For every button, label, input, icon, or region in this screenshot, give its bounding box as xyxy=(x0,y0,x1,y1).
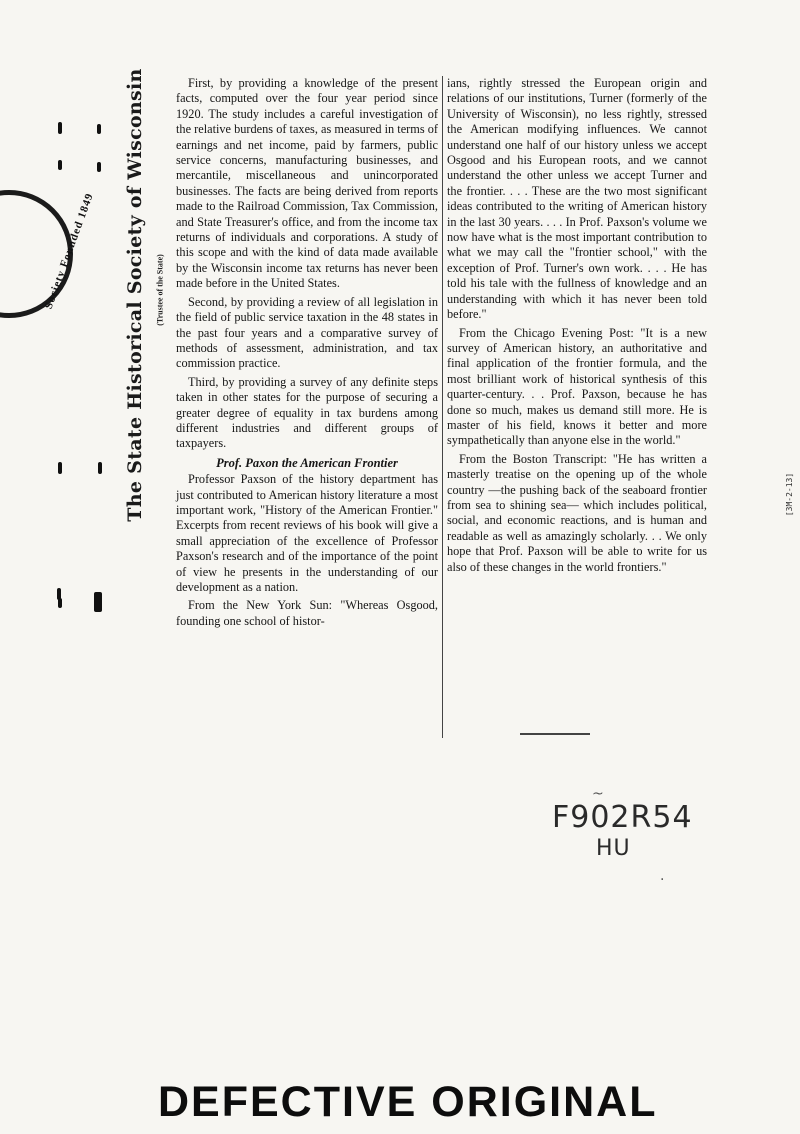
masthead-stamp xyxy=(110,68,160,522)
margin-mark xyxy=(58,598,62,608)
paragraph: ians, rightly stressed the European origin and relations of our institutions, Turner (formerly of the University of Wisconsin), no less rightly, stressed the American modifying influences. We cannot understand one half of our history unless we accept Osgood and his European roots, and we cannot understand the other unless we accept Turner and the frontier. . . . These are the two most significant ideas contributed to the writing of American history in the last 30 years. . . . In Prof. Paxson's volume we now have what is the most important contribution to what we may call the "frontier school," with the exception of Prof. Turner's own work. . . . He has told his tale with the fullness of knowledge and an understanding with which it has never been told before." xyxy=(447,76,707,322)
handwritten-call-number: F902R54 xyxy=(552,800,693,835)
paragraph: From the Boston Transcript: "He has written a masterly treatise on the opening up of the whole country —the pushing back of the seaboard frontier from sea to shining sea— which includes political, social, and economic reactions, and is human and readable as well as amazingly scholarly. . . We only hope that Prof. Paxson will be able to write for us also of these changes in the world frontiers." xyxy=(447,451,707,574)
margin-mark xyxy=(58,160,62,170)
paragraph: Second, by providing a review of all legislation in the field of public service taxation in the 48 states in the past four years and a comparative survey of methods of assessment, administration, and tax commission practice. xyxy=(176,294,438,371)
pen-mark: ~ xyxy=(592,786,604,802)
margin-mark xyxy=(97,162,101,172)
paragraph: From the New York Sun: "Whereas Osgood, founding one school of histor- xyxy=(176,598,438,628)
pen-mark: · xyxy=(660,872,665,888)
article-column-left xyxy=(176,76,443,738)
paragraph: From the Chicago Evening Post: "It is a new survey of American history, an authoritative and final application of the frontier formula, and the most brilliant work of historical synthesis of this quarter-century. . . Prof. Paxson, because he has done so much, makes us demand still more. He is master of his field, knows it better and more sympathetically than anyone else in the world." xyxy=(447,325,707,448)
end-rule xyxy=(520,733,590,735)
margin-mark xyxy=(58,122,62,134)
margin-mark xyxy=(98,462,102,474)
library-seal-text: Society Founded 1849 xyxy=(42,191,96,311)
article-column-right xyxy=(447,76,707,575)
paragraph: Professor Paxson of the history department has just contributed to American history literature a most important work, "History of the American Frontier." Excerpts from recent reviews of his book will give a small appreciation of the excellence of Professor Paxson's research and of the importance of the point of view he presents in the understanding of our development as a nation. xyxy=(176,472,438,594)
defective-original-label: DEFECTIVE ORIGINAL xyxy=(158,1078,658,1126)
margin-mark xyxy=(94,592,102,612)
paragraph: Third, by providing a survey of any definite steps taken in other states for the purpose of securing a greater degree of equality in tax burdens among different industries and different groups of taxpayers. xyxy=(176,374,438,451)
margin-mark xyxy=(58,462,62,474)
paragraph: First, by providing a knowledge of the present facts, computed over the four year period since 1920. The study includes a careful investigation of the relative burdens of taxes, as measured in terms of earnings and net income, paid by farmers, public service concerns, manufacturing businesses, and mercantile, miscellaneous and unincorporated businesses. The facts are being derived from reports made to the Railroad Commission, Tax Commission, and State Treasurer's office, and from the income tax returns of individuals and corporations. A study of this scope and with the kind of data made available by the Wisconsin income tax returns has never been made before in the United States. xyxy=(176,76,438,291)
masthead-subtitle: (Trustee of the State) xyxy=(155,254,165,326)
handwritten-initials: HU xyxy=(596,836,631,861)
masthead-title: The State Historical Society of Wisconsin xyxy=(124,68,146,522)
margin-mark xyxy=(97,124,101,134)
archive-code: [3M-2-13] xyxy=(785,472,795,517)
section-subhead: Prof. Paxon the American Frontier xyxy=(216,455,398,470)
